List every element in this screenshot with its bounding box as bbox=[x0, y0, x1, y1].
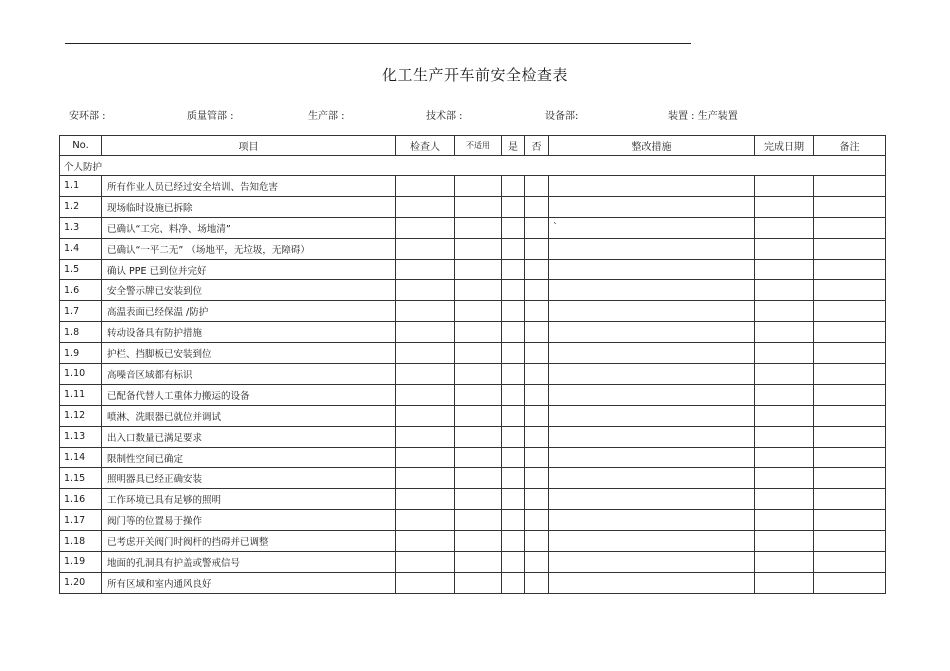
row-date-cell[interactable] bbox=[755, 384, 814, 405]
row-inspector-cell[interactable] bbox=[396, 531, 455, 552]
table-row bbox=[60, 426, 886, 447]
table-row bbox=[60, 301, 886, 322]
row-remarks-cell[interactable] bbox=[814, 572, 886, 593]
row-date-cell[interactable] bbox=[755, 531, 814, 552]
row-measures bbox=[549, 384, 755, 405]
row-measures bbox=[549, 405, 755, 426]
row-na-cell[interactable] bbox=[455, 217, 502, 238]
row-date-cell[interactable] bbox=[755, 280, 814, 301]
row-remarks-cell[interactable] bbox=[814, 447, 886, 468]
row-yes-cell[interactable] bbox=[502, 489, 525, 510]
table-row bbox=[60, 468, 886, 489]
row-no-cell[interactable] bbox=[525, 489, 549, 510]
row-item: 护栏、挡脚板已安装到位 bbox=[102, 343, 396, 364]
row-no-cell[interactable] bbox=[525, 552, 549, 573]
meta-zhiliang: 质量管部 : bbox=[187, 111, 234, 122]
row-inspector-cell[interactable] bbox=[396, 322, 455, 343]
row-no-cell[interactable] bbox=[525, 364, 549, 385]
row-measures bbox=[549, 176, 755, 197]
row-item: 所有作业人员已经过安全培训、告知危害 bbox=[102, 176, 396, 197]
row-no-cell[interactable] bbox=[525, 447, 549, 468]
row-no: 1.7 bbox=[60, 301, 102, 322]
row-na-cell[interactable] bbox=[455, 343, 502, 364]
row-date-cell[interactable] bbox=[755, 364, 814, 385]
row-date-cell[interactable] bbox=[755, 176, 814, 197]
row-date-cell[interactable] bbox=[755, 468, 814, 489]
row-no: 1.14 bbox=[60, 447, 102, 468]
row-item: 安全警示牌已安装到位 bbox=[102, 280, 396, 301]
row-inspector-cell[interactable] bbox=[396, 301, 455, 322]
table-row bbox=[60, 322, 886, 343]
row-date-cell[interactable] bbox=[755, 238, 814, 259]
header-na: 不适用 bbox=[455, 136, 502, 156]
row-no: 1.16 bbox=[60, 489, 102, 510]
row-item: 工作环境已具有足够的照明 bbox=[102, 489, 396, 510]
row-measures bbox=[549, 364, 755, 385]
row-remarks-cell[interactable] bbox=[814, 426, 886, 447]
table-row bbox=[60, 572, 886, 593]
row-no: 1.15 bbox=[60, 468, 102, 489]
row-na-cell[interactable] bbox=[455, 176, 502, 197]
row-measures bbox=[549, 572, 755, 593]
row-no-cell[interactable] bbox=[525, 259, 549, 280]
row-na-cell[interactable] bbox=[455, 280, 502, 301]
table-row bbox=[60, 510, 886, 531]
row-date-cell[interactable] bbox=[755, 405, 814, 426]
row-remarks-cell[interactable] bbox=[814, 468, 886, 489]
table-row bbox=[60, 196, 886, 217]
meta-anhuan: 安环部 : bbox=[69, 111, 106, 122]
row-date-cell[interactable] bbox=[755, 259, 814, 280]
row-no-cell[interactable] bbox=[525, 196, 549, 217]
row-item: 高温表面已经保温 /防护 bbox=[102, 301, 396, 322]
row-remarks-cell[interactable] bbox=[814, 196, 886, 217]
row-remarks-cell[interactable] bbox=[814, 384, 886, 405]
table-row bbox=[60, 280, 886, 301]
row-no: 1.11 bbox=[60, 384, 102, 405]
row-measures bbox=[549, 259, 755, 280]
row-inspector-cell[interactable] bbox=[396, 196, 455, 217]
row-item: 地面的孔洞具有护盖或警戒信号 bbox=[102, 552, 396, 573]
document-title: 化工生产开车前安全检查表 bbox=[381, 66, 568, 84]
row-measures bbox=[549, 426, 755, 447]
table-row bbox=[60, 238, 886, 259]
row-date-cell[interactable] bbox=[755, 301, 814, 322]
row-yes-cell[interactable] bbox=[502, 217, 525, 238]
row-yes-cell[interactable] bbox=[502, 468, 525, 489]
table-row bbox=[60, 343, 886, 364]
row-item: 所有区域和室内通风良好 bbox=[102, 572, 396, 593]
row-inspector-cell[interactable] bbox=[396, 552, 455, 573]
row-na-cell[interactable] bbox=[455, 259, 502, 280]
row-no-cell[interactable] bbox=[525, 343, 549, 364]
row-na-cell[interactable] bbox=[455, 364, 502, 385]
header-row bbox=[60, 136, 886, 156]
row-remarks-cell[interactable] bbox=[814, 238, 886, 259]
row-measures bbox=[549, 510, 755, 531]
row-inspector-cell[interactable] bbox=[396, 259, 455, 280]
table-row bbox=[60, 447, 886, 468]
meta-shebei: 设备部: bbox=[545, 111, 579, 122]
row-no: 1.19 bbox=[60, 552, 102, 573]
row-no-cell[interactable] bbox=[525, 426, 549, 447]
row-no-cell[interactable] bbox=[525, 238, 549, 259]
row-yes-cell[interactable] bbox=[502, 238, 525, 259]
header-measures: 整改措施 bbox=[549, 136, 755, 156]
row-no: 1.5 bbox=[60, 259, 102, 280]
row-no-cell[interactable] bbox=[525, 510, 549, 531]
header-inspector: 检查人 bbox=[396, 136, 455, 156]
row-no-cell[interactable] bbox=[525, 176, 549, 197]
row-remarks-cell[interactable] bbox=[814, 405, 886, 426]
row-na-cell[interactable] bbox=[455, 301, 502, 322]
row-na-cell[interactable] bbox=[455, 468, 502, 489]
row-item: 照明器具已经正确安装 bbox=[102, 468, 396, 489]
row-yes-cell[interactable] bbox=[502, 552, 525, 573]
row-measures bbox=[549, 343, 755, 364]
row-inspector-cell[interactable] bbox=[396, 426, 455, 447]
row-date-cell[interactable] bbox=[755, 552, 814, 573]
row-measures bbox=[549, 447, 755, 468]
row-date-cell[interactable] bbox=[755, 322, 814, 343]
row-na-cell[interactable] bbox=[455, 572, 502, 593]
row-measures bbox=[549, 301, 755, 322]
row-na-cell[interactable] bbox=[455, 196, 502, 217]
table-row bbox=[60, 364, 886, 385]
row-inspector-cell[interactable] bbox=[396, 572, 455, 593]
row-na-cell[interactable] bbox=[455, 510, 502, 531]
row-no: 1.3 bbox=[60, 217, 102, 238]
row-yes-cell[interactable] bbox=[502, 447, 525, 468]
row-measures bbox=[549, 322, 755, 343]
table-row bbox=[60, 489, 886, 510]
row-na-cell[interactable] bbox=[455, 405, 502, 426]
meta-jishu: 技术部 : bbox=[426, 111, 463, 122]
row-measures: ` bbox=[549, 217, 755, 238]
table-row bbox=[60, 217, 886, 238]
row-remarks-cell[interactable] bbox=[814, 510, 886, 531]
row-remarks-cell[interactable] bbox=[814, 343, 886, 364]
table-row bbox=[60, 384, 886, 405]
row-inspector-cell[interactable] bbox=[396, 364, 455, 385]
row-na-cell[interactable] bbox=[455, 489, 502, 510]
row-inspector-cell[interactable] bbox=[396, 343, 455, 364]
row-na-cell[interactable] bbox=[455, 552, 502, 573]
row-yes-cell[interactable] bbox=[502, 301, 525, 322]
row-inspector-cell[interactable] bbox=[396, 238, 455, 259]
row-measures bbox=[549, 489, 755, 510]
row-no: 1.12 bbox=[60, 405, 102, 426]
row-remarks-cell[interactable] bbox=[814, 364, 886, 385]
table-row bbox=[60, 176, 886, 197]
meta-shengchan: 生产部 : bbox=[308, 111, 345, 122]
row-yes-cell[interactable] bbox=[502, 343, 525, 364]
row-item: 已确认“工完、料净、场地清” bbox=[102, 217, 396, 238]
row-date-cell[interactable] bbox=[755, 489, 814, 510]
row-item: 现场临时设施已拆除 bbox=[102, 196, 396, 217]
header-remarks: 备注 bbox=[814, 136, 886, 156]
row-na-cell[interactable] bbox=[455, 322, 502, 343]
row-yes-cell[interactable] bbox=[502, 405, 525, 426]
row-item: 确认 PPE 已到位并完好 bbox=[102, 259, 396, 280]
header-item: 项目 bbox=[102, 136, 396, 156]
row-no: 1.10 bbox=[60, 364, 102, 385]
row-item: 高噪音区域都有标识 bbox=[102, 364, 396, 385]
row-no-cell[interactable] bbox=[525, 301, 549, 322]
row-yes-cell[interactable] bbox=[502, 384, 525, 405]
row-yes-cell[interactable] bbox=[502, 322, 525, 343]
row-inspector-cell[interactable] bbox=[396, 510, 455, 531]
row-remarks-cell[interactable] bbox=[814, 176, 886, 197]
row-date-cell[interactable] bbox=[755, 343, 814, 364]
section-row bbox=[60, 156, 886, 176]
row-inspector-cell[interactable] bbox=[396, 217, 455, 238]
row-date-cell[interactable] bbox=[755, 447, 814, 468]
row-no-cell[interactable] bbox=[525, 322, 549, 343]
row-na-cell[interactable] bbox=[455, 384, 502, 405]
row-measures bbox=[549, 280, 755, 301]
row-item: 转动设备具有防护措施 bbox=[102, 322, 396, 343]
row-remarks-cell[interactable] bbox=[814, 322, 886, 343]
row-date-cell[interactable] bbox=[755, 510, 814, 531]
row-item: 已配备代替人工重体力搬运的设备 bbox=[102, 384, 396, 405]
row-measures bbox=[549, 552, 755, 573]
row-inspector-cell[interactable] bbox=[396, 468, 455, 489]
row-no: 1.20 bbox=[60, 572, 102, 593]
header-yes: 是 bbox=[502, 136, 525, 156]
row-no: 1.6 bbox=[60, 280, 102, 301]
row-remarks-cell[interactable] bbox=[814, 280, 886, 301]
row-remarks-cell[interactable] bbox=[814, 531, 886, 552]
row-no: 1.13 bbox=[60, 426, 102, 447]
row-no: 1.9 bbox=[60, 343, 102, 364]
row-remarks-cell[interactable] bbox=[814, 259, 886, 280]
row-remarks-cell[interactable] bbox=[814, 217, 886, 238]
row-remarks-cell[interactable] bbox=[814, 489, 886, 510]
row-no-cell[interactable] bbox=[525, 217, 549, 238]
row-yes-cell[interactable] bbox=[502, 510, 525, 531]
row-measures bbox=[549, 238, 755, 259]
header-no: No. bbox=[60, 136, 102, 156]
row-remarks-cell[interactable] bbox=[814, 552, 886, 573]
row-item: 已确认“一平二无” （场地平，无垃圾，无障碍） bbox=[102, 238, 396, 259]
row-measures bbox=[549, 531, 755, 552]
section-label: 个人防护 bbox=[60, 156, 886, 176]
table-row bbox=[60, 405, 886, 426]
header-date: 完成日期 bbox=[755, 136, 814, 156]
row-inspector-cell[interactable] bbox=[396, 176, 455, 197]
row-inspector-cell[interactable] bbox=[396, 384, 455, 405]
row-yes-cell[interactable] bbox=[502, 531, 525, 552]
header-no-col: 否 bbox=[525, 136, 549, 156]
row-item: 已考虑开关阀门时阀杆的挡碍并已调整 bbox=[102, 531, 396, 552]
row-no-cell[interactable] bbox=[525, 531, 549, 552]
row-item: 出入口数量已满足要求 bbox=[102, 426, 396, 447]
row-no-cell[interactable] bbox=[525, 405, 549, 426]
top-rule bbox=[65, 43, 691, 44]
table-row bbox=[60, 531, 886, 552]
row-no-cell[interactable] bbox=[525, 572, 549, 593]
row-inspector-cell[interactable] bbox=[396, 405, 455, 426]
row-no-cell[interactable] bbox=[525, 468, 549, 489]
row-no: 1.2 bbox=[60, 196, 102, 217]
row-no-cell[interactable] bbox=[525, 384, 549, 405]
row-date-cell[interactable] bbox=[755, 426, 814, 447]
table-row bbox=[60, 552, 886, 573]
row-no: 1.1 bbox=[60, 176, 102, 197]
row-item: 喷淋、洗眼器已就位并调试 bbox=[102, 405, 396, 426]
row-inspector-cell[interactable] bbox=[396, 489, 455, 510]
row-yes-cell[interactable] bbox=[502, 280, 525, 301]
row-date-cell[interactable] bbox=[755, 572, 814, 593]
row-yes-cell[interactable] bbox=[502, 176, 525, 197]
row-measures bbox=[549, 468, 755, 489]
row-na-cell[interactable] bbox=[455, 531, 502, 552]
row-no: 1.4 bbox=[60, 238, 102, 259]
row-inspector-cell[interactable] bbox=[396, 280, 455, 301]
row-yes-cell[interactable] bbox=[502, 259, 525, 280]
row-no: 1.17 bbox=[60, 510, 102, 531]
row-inspector-cell[interactable] bbox=[396, 447, 455, 468]
row-item: 阀门等的位置易于操作 bbox=[102, 510, 396, 531]
row-yes-cell[interactable] bbox=[502, 196, 525, 217]
row-na-cell[interactable] bbox=[455, 447, 502, 468]
row-remarks-cell[interactable] bbox=[814, 301, 886, 322]
row-no: 1.18 bbox=[60, 531, 102, 552]
meta-zhuangzhi: 装置 : 生产装置 bbox=[668, 111, 738, 122]
row-date-cell[interactable] bbox=[755, 196, 814, 217]
row-measures bbox=[549, 196, 755, 217]
row-na-cell[interactable] bbox=[455, 426, 502, 447]
row-item: 限制性空间已确定 bbox=[102, 447, 396, 468]
row-yes-cell[interactable] bbox=[502, 572, 525, 593]
row-date-cell[interactable] bbox=[755, 217, 814, 238]
checklist-table bbox=[59, 135, 886, 594]
row-yes-cell[interactable] bbox=[502, 426, 525, 447]
row-no-cell[interactable] bbox=[525, 280, 549, 301]
row-yes-cell[interactable] bbox=[502, 364, 525, 385]
row-na-cell[interactable] bbox=[455, 238, 502, 259]
table-row bbox=[60, 259, 886, 280]
row-no: 1.8 bbox=[60, 322, 102, 343]
